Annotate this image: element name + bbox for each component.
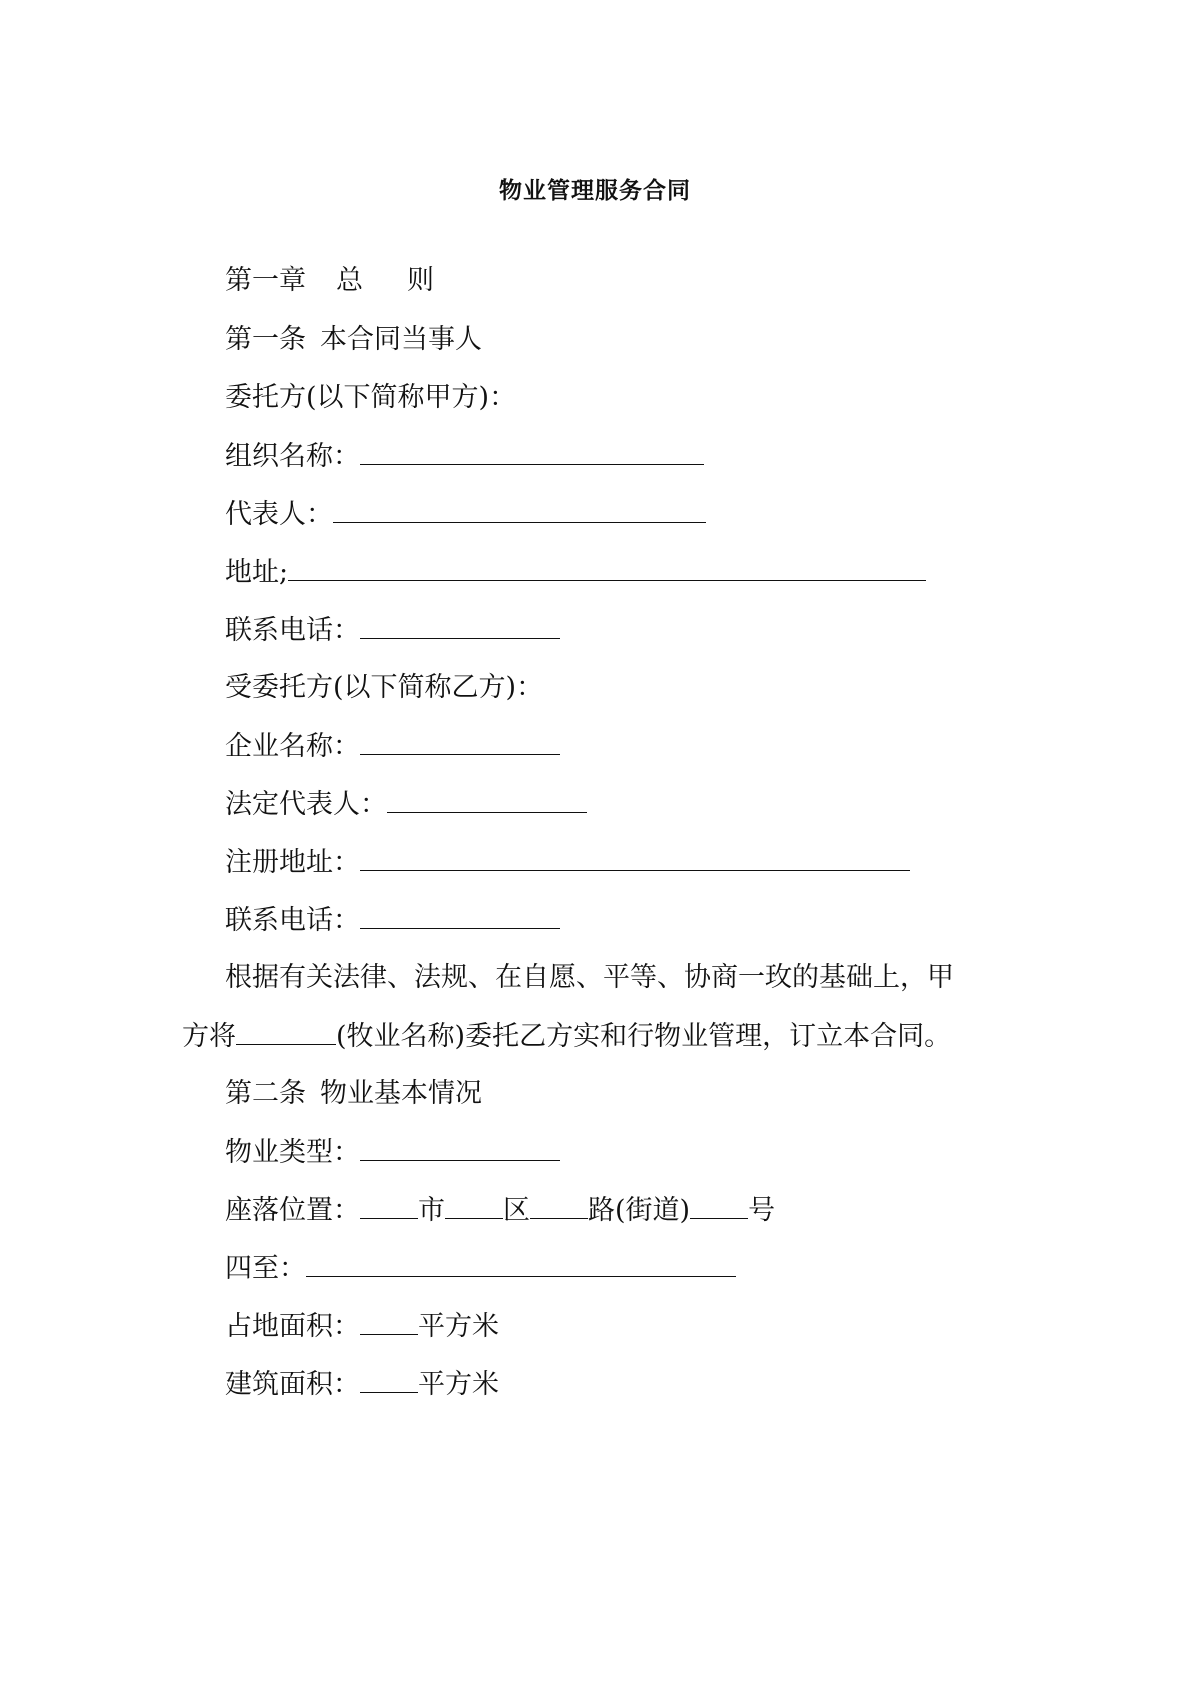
road-unit: 路(街道)	[588, 1195, 691, 1226]
agreement-prefix: 方将	[182, 1021, 236, 1052]
location-label: 座落位置：	[225, 1195, 360, 1226]
boundary-field[interactable]	[306, 1250, 736, 1277]
chapter-prefix: 第一章	[225, 265, 306, 296]
party-a-rep-row	[225, 496, 706, 533]
party-b-phone-row	[225, 902, 560, 939]
org-name-label: 组织名称：	[225, 441, 360, 472]
phone-field[interactable]	[360, 612, 560, 639]
district-unit: 区	[503, 1195, 530, 1226]
property-type-label: 物业类型：	[225, 1137, 360, 1168]
building-area-unit: 平方米	[418, 1369, 499, 1400]
chapter-heading	[225, 263, 434, 299]
district-field[interactable]	[445, 1192, 503, 1219]
land-area-unit: 平方米	[418, 1311, 499, 1342]
document-title: 物业管理服务合同	[499, 178, 691, 204]
representative-label: 代表人：	[225, 499, 333, 530]
agreement-line-1: 根据有关法律、法规、在自愿、平等、协商一玫的基础上，甲	[225, 962, 954, 993]
building-area-label: 建筑面积：	[225, 1369, 360, 1400]
land-area-row	[225, 1308, 499, 1345]
article2-heading	[225, 1076, 482, 1112]
chapter-word-1: 总	[336, 265, 363, 296]
party-b-legal-rep-row	[225, 786, 587, 823]
article1-title: 本合同当事人	[320, 324, 482, 355]
number-field[interactable]	[690, 1192, 748, 1219]
party-b-reg-address-row	[225, 844, 910, 881]
phone-field[interactable]	[360, 902, 560, 929]
boundary-label: 四至：	[225, 1253, 306, 1284]
address-field[interactable]	[288, 554, 926, 581]
building-area-field[interactable]	[360, 1366, 418, 1393]
boundary-row	[225, 1250, 736, 1287]
org-name-field[interactable]	[360, 438, 704, 465]
article1-number: 第一条	[225, 324, 306, 355]
road-field[interactable]	[530, 1192, 588, 1219]
land-area-field[interactable]	[360, 1308, 418, 1335]
location-row	[225, 1192, 775, 1229]
address-label: 地址;	[225, 557, 289, 588]
legal-rep-label: 法定代表人：	[225, 789, 387, 820]
city-unit: 市	[418, 1195, 445, 1226]
property-type-row	[225, 1134, 560, 1171]
number-unit: 号	[748, 1195, 776, 1226]
company-name-label: 企业名称：	[225, 731, 360, 762]
party-a-address-row	[225, 554, 926, 591]
building-area-row	[225, 1366, 499, 1403]
party-a-phone-row	[225, 612, 560, 649]
party-a-heading: 委托方(以下简称甲方)：	[225, 382, 517, 413]
reg-address-field[interactable]	[360, 844, 910, 871]
article2-number: 第二条	[225, 1078, 306, 1109]
phone-label: 联系电话：	[225, 905, 360, 936]
representative-field[interactable]	[333, 496, 706, 523]
article2-title: 物业基本情况	[320, 1078, 482, 1109]
legal-rep-field[interactable]	[387, 786, 587, 813]
property-name-field[interactable]	[236, 1018, 336, 1045]
company-name-field[interactable]	[360, 728, 560, 755]
city-field[interactable]	[360, 1192, 418, 1219]
article1-heading	[225, 322, 482, 358]
party-b-company-row	[225, 728, 560, 765]
phone-label: 联系电话：	[225, 615, 360, 646]
agreement-suffix: (牧业名称)委托乙方实和行物业管理，订立本合同。	[336, 1021, 952, 1052]
party-b-heading: 受委托方(以下简称乙方)：	[225, 672, 544, 703]
reg-address-label: 注册地址：	[225, 847, 360, 878]
agreement-line-2	[182, 1018, 951, 1055]
chapter-word-2: 则	[407, 265, 434, 296]
property-type-field[interactable]	[360, 1134, 560, 1161]
land-area-label: 占地面积：	[225, 1311, 360, 1342]
party-a-org-row	[225, 438, 704, 475]
